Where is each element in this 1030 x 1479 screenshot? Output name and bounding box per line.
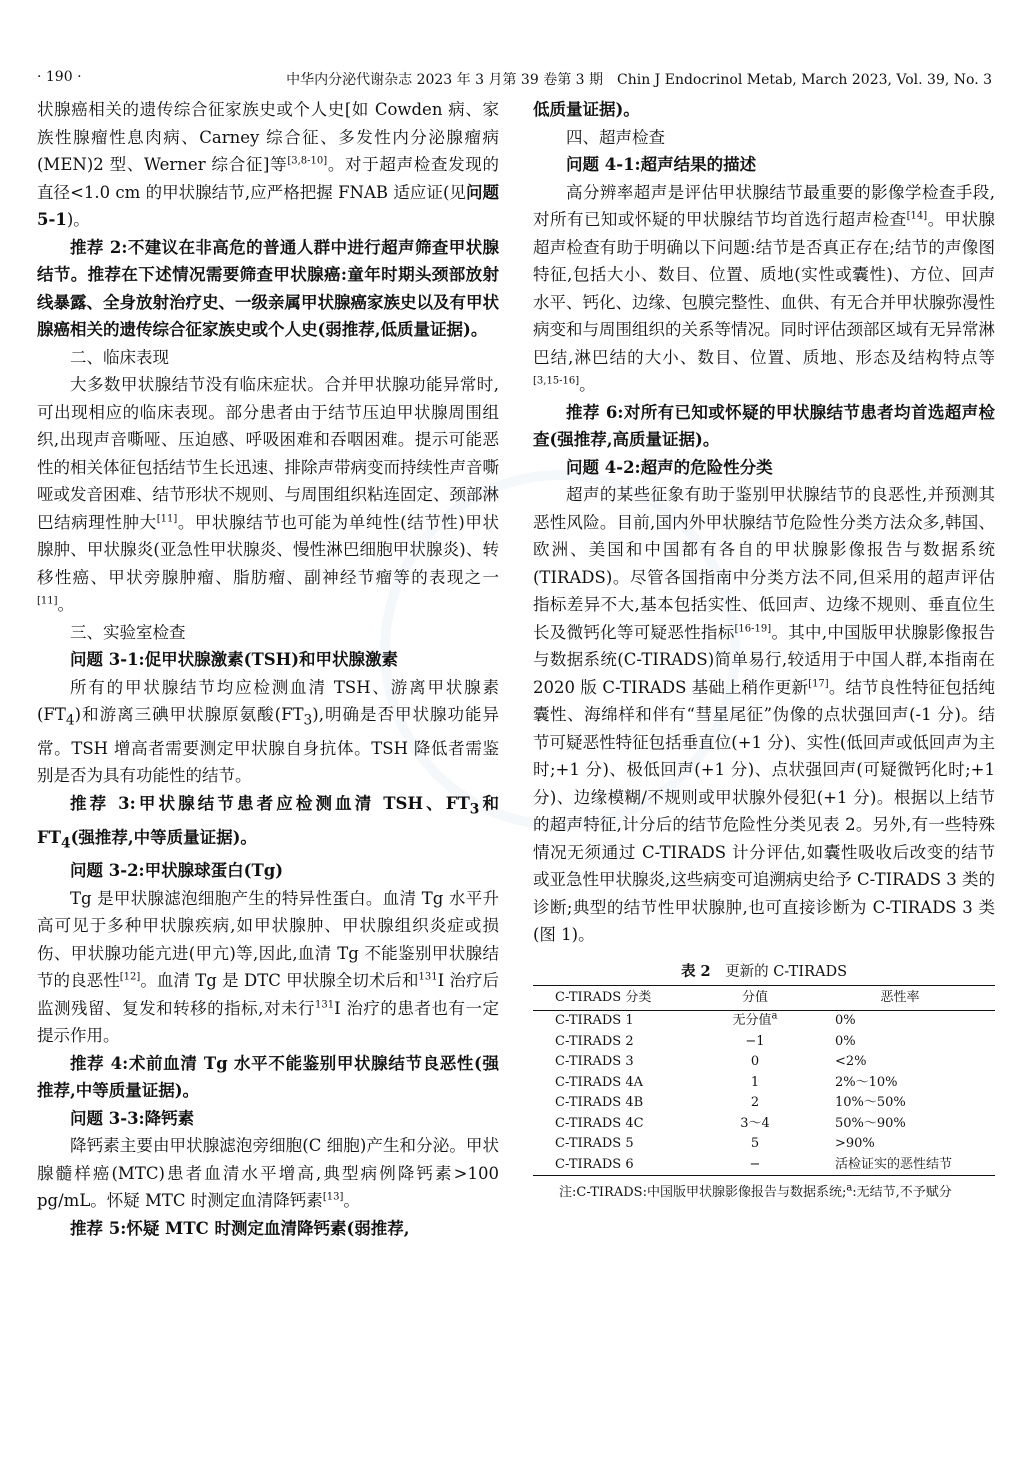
table-caption: 表 2 更新的 C-TIRADS (680, 962, 848, 980)
c-tirads-table (533, 985, 995, 1177)
table-row: C-TIRADS 3 0 <2% (555, 1054, 867, 1069)
recommendation-3: 推荐 3:甲状腺结节患者应检测血清 TSH、$FT_3$和 $FT_4$(强推荐,中等质量证据)。 (37, 793, 500, 851)
table-row: C-TIRADS 1 无分值$^a$ 0% (555, 1010, 856, 1028)
citation: [16-19] (734, 623, 772, 634)
table-header-row (533, 985, 995, 1011)
column-header: 分值 (741, 989, 768, 1005)
section-heading: 二、临床表现 (70, 347, 169, 367)
question-heading: 问题 3-3:降钙素 (70, 1108, 195, 1128)
citation: [14] (906, 210, 928, 222)
right-column (533, 96, 995, 1203)
citation: [11] (37, 595, 58, 607)
table-note: 注:C-TIRADS:中国版甲状腺影像报告与数据系统;$^a$:无结节,不予赋分 (559, 1182, 952, 1200)
recommendation-6: 推荐 6:对所有已知或怀疑的甲状腺结节患者均首选超声检查(强推荐,高质量证据)。 (533, 402, 995, 449)
table-row: C-TIRADS 4A 1 2%～10% (555, 1074, 898, 1090)
question-heading: 问题 3-1:促甲状腺激素(TSH)和甲状腺激素 (70, 650, 399, 669)
citation: [3,8-10] (287, 155, 328, 167)
column-header: 恶性率 (880, 989, 920, 1005)
table-row: C-TIRADS 4B 2 10%～50% (555, 1095, 906, 1110)
journal-citation: 中华内分泌代谢杂志 2023 年 3 月第 39 卷第 3 期 Chin J Endocrinol Metab, March 2023, Vol. 39, No. 3 (286, 72, 992, 88)
recommendation-5-continued: 低质量证据)。 (533, 100, 640, 119)
recommendation-4: 推荐 4:术前血清 Tg 水平不能鉴别甲状腺结节良恶性(强推荐,中等质量证据)。 (37, 1053, 499, 1101)
table-row: C-TIRADS 4C 3～4 50%～90% (555, 1115, 906, 1131)
paragraph: Tg 是甲状腺滤泡细胞产生的特异性蛋白。血清 Tg 水平升高可见于多种甲状腺疾病,如甲状腺肿、甲状腺组织炎症或损伤、甲状腺功能亢进(甲亢)等,因此,血清 Tg 不能鉴别甲状腺结节的良恶性[12]。血清 Tg 是 DTC 甲状腺全切术后和$^{131}$I 治疗后监测残留、复发和转移的指标,对未行$^{131}$I 治疗的患者也有一定提示作用。 (37, 888, 500, 1046)
question-heading: 问题 3-2:甲状腺球蛋白(Tg) (70, 861, 284, 881)
paragraph: 所有的甲状腺结节均应检测血清 TSH、游离甲状腺素$(FT_4)$和游离三碘甲状腺原氨酸$(FT_3)$,明确是否甲状腺功能异常。TSH 增高者需要测定甲状腺自身抗体。TSH 降低者需鉴别是否为具有功能性的结节。 (37, 677, 499, 786)
paragraph: 高分辨率超声是评估甲状腺结节最重要的影像学检查手段,对所有已知或怀疑的甲状腺结节均首选行超声检查[14]。甲状腺超声检查有助于明确以下问题:结节是否真正存在;结节的声像图特征,包括大小、数目、位置、质地(实性或囊性)、方位、回声水平、钙化、边缘、包膜完整性、血供、有无合并甲状腺弥漫性病变和与周围组织的关系等情况。同时评估颈部区域有无异常淋巴结,淋巴结的大小、数目、位置、质地、形态及结构特点等[3,15-16]。 (533, 182, 996, 394)
table-row: C-TIRADS 5 5 >90% (555, 1136, 875, 1151)
question-heading: 问题 4-2:超声的危险性分类 (566, 457, 773, 477)
table-2 (533, 961, 995, 1204)
paragraph: 状腺癌相关的遗传综合征家族史或个人史[如 Cowden 病、家族性腺瘤性息肉病、Carney 综合征、多发性内分泌腺瘤病(MEN)2 型、Werner 综合征]等[3,8-10]。对于超声检查发现的直径<1.0 cm 的甲状腺结节,应严格把握 FNAB 适应证(见问题 5-1)。 (37, 100, 500, 229)
page-number: · 190 · (37, 69, 82, 85)
citation: [3,15-16] (533, 375, 580, 387)
paragraph: 超声的某些征象有助于鉴别甲状腺结节的良恶性,并预测其恶性风险。目前,国内外甲状腺结节危险性分类方法众多,韩国、欧洲、美国和中国都有各自的甲状腺影像报告与数据系统(TIRADS)。尽管各国指南中分类方法不同,但采用的超声评估指标差异不大,基本包括实性、低回声、边缘不规则、垂直位生长及微钙化等可疑恶性指标[16-19]。其中,中国版甲状腺影像报告与数据系统(C-TIRADS)简单易行,较适用于中国人群,本指南在 2020 版 C-TIRADS 基础上稍作更新[17]。结节良性特征包括纯囊性、海绵样和伴有“彗星尾征”伪像的点状强回声(-1 分)。结节可疑恶性特征包括垂直位(+1 分)、实性(低回声或低回声为主时;+1 分)、极低回声(+1 分)、点状强回声(可疑微钙化时;+1 分)、边缘模糊/不规则或甲状腺外侵犯(+1 分)。根据以上结节的超声特征,计分后的结节危险性分类见表 2。另外,有一些特殊情况无须通过 C-TIRADS 计分评估,如囊性吸收后改变的结节或亚急性甲状腺炎,这些病变可追溯病史给予 C-TIRADS 3 类的诊断;典型的结节性甲状腺肿,也可直接诊断为 C-TIRADS 3 类(图 1)。 (533, 485, 996, 944)
paragraph: 降钙素主要由甲状腺滤泡旁细胞(C 细胞)产生和分泌。甲状腺髓样癌(MTC)患者血清水平增高,典型病例降钙素>100 pg/mL。怀疑 MTC 时测定血清降钙素[13]。 (37, 1136, 499, 1211)
citation: [17] (808, 678, 829, 689)
cross-reference: 问题 5-1 (37, 182, 500, 229)
recommendation-5: 推荐 5:怀疑 MTC 时测定血清降钙素(弱推荐, (70, 1218, 410, 1238)
section-heading: 三、实验室检查 (70, 622, 186, 642)
table-row: C-TIRADS 2 −1 0% (555, 1033, 856, 1049)
column-header: C-TIRADS 分类 (555, 989, 652, 1005)
running-header (0, 66, 1030, 92)
table-row: C-TIRADS 6 − 活检证实的恶性结节 (533, 1155, 995, 1176)
paragraph: 大多数甲状腺结节没有临床症状。合并甲状腺功能异常时,可出现相应的临床表现。部分患者由于结节压迫甲状腺周围组织,出现声音嘶哑、压迫感、呼吸困难和吞咽困难。提示可能恶性的相关体征包括结节生长迅速、排除声带病变而持续性声音嘶哑或发音困难、结节形状不规则、与周围组织粘连固定、颈部淋巴结病理性肿大[11]。甲状腺结节也可能为单纯性(结节性)甲状腺肿、甲状腺炎(亚急性甲状腺炎、慢性淋巴细胞甲状腺炎)、转移性癌、甲状旁腺肿瘤、脂肪瘤、副神经节瘤等的表现之一[11]。 (37, 375, 500, 614)
citation: [11] (156, 513, 178, 524)
question-heading: 问题 4-1:超声结果的描述 (566, 155, 757, 174)
citation: [13] (322, 1191, 344, 1203)
section-heading: 四、超声检查 (566, 127, 665, 147)
recommendation-2: 推荐 2:不建议在非高危的普通人群中进行超声筛查甲状腺结节。推荐在下述情况需要筛查甲状腺癌:童年时期头颈部放射线暴露、全身放射治疗史、一级亲属甲状腺癌家族史以及有甲状腺癌相关的遗传综合征家族史或个人史(弱推荐,低质量证据)。 (37, 237, 499, 339)
citation: [12] (119, 971, 141, 983)
left-column (37, 96, 499, 1242)
